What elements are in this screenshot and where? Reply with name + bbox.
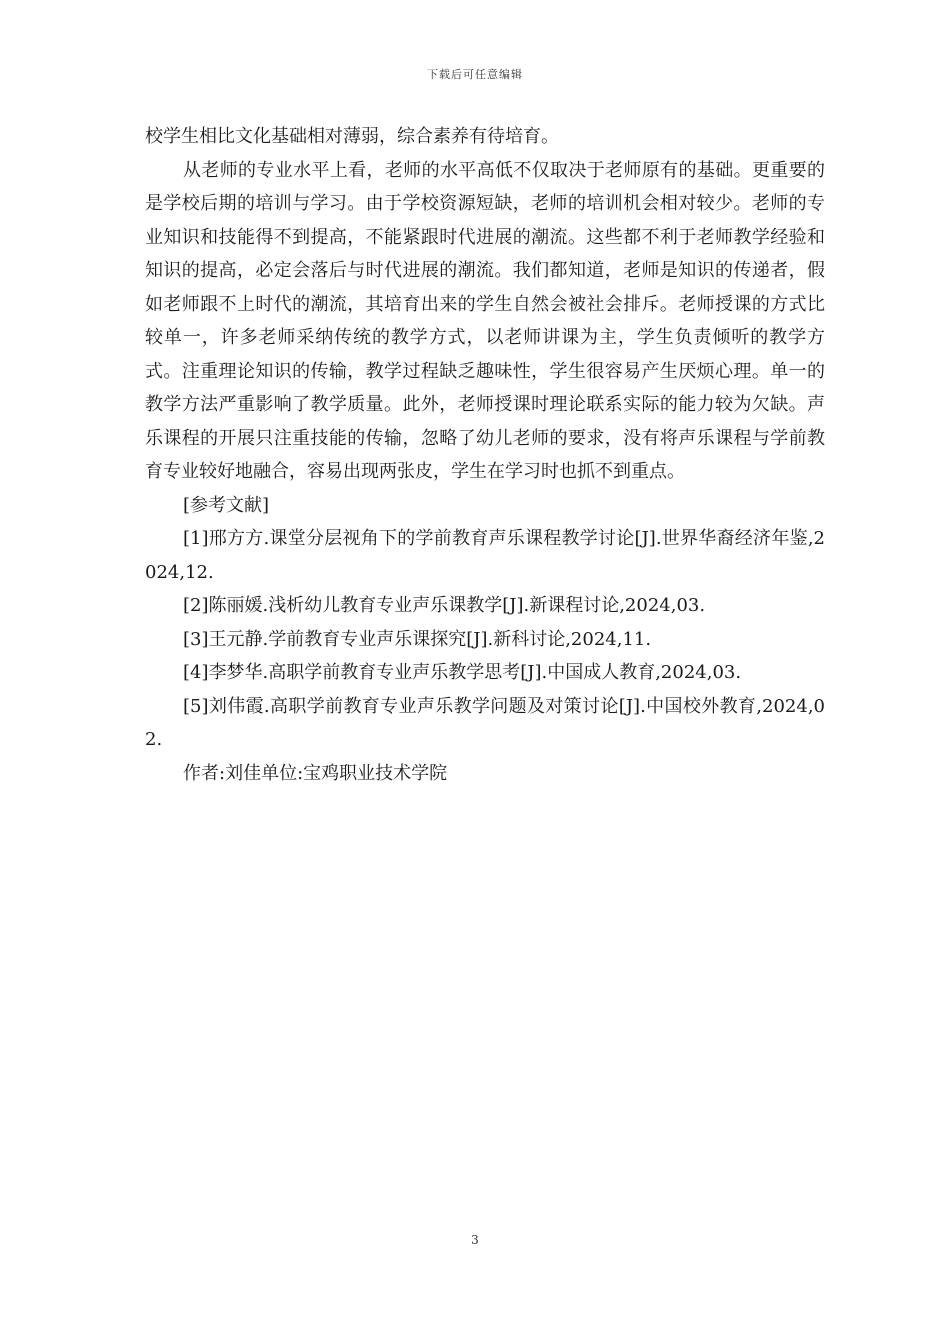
page-number: 3 [471,1233,479,1247]
reference-item-1: [1]邢方方.课堂分层视角下的学前教育声乐课程教学讨论[J].世界华裔经济年鉴,2024,12. [145,528,825,583]
author-line: 作者:刘佳单位:宝鸡职业技术学院 [183,762,448,784]
reference-item-2: [2]陈丽媛.浅析幼儿教育专业声乐课教学[J].新课程讨论,2024,03. [183,595,706,616]
reference-item-5: [5]刘伟霞.高职学前教育专业声乐教学问题及对策讨论[J].中国校外教育,2024,02. [145,695,825,750]
document-body [145,120,825,790]
paragraph-main: 从老师的专业水平上看，老师的水平高低不仅取决于老师原有的基础。更重要的是学校后期的培训与学习。由于学校资源短缺，老师的培训机会相对较少。老师的专业知识和技能得不到提高，不能紧跟时代进展的潮流。这些都不利于老师教学经验和知识的提高，必定会落后与时代进展的潮流。我们都知道，老师是知识的传递者，假如老师跟不上时代的潮流，其培育出来的学生自然会被社会排斥。老师授课的方式比较单一，许多老师采纳传统的教学方式，以老师讲课为主，学生负责倾听的教学方式。注重理论知识的传输，教学过程缺乏趣味性，学生很容易产生厌烦心理。单一的教学方法严重影响了教学质量。此外，老师授课时理论联系实际的能力较为欠缺。声乐课程的开展只注重技能的传输，忽略了幼儿老师的要求，没有将声乐课程与学前教育专业较好地融合，容易出现两张皮，学生在学习时也抓不到重点。 [145,159,825,482]
reference-item-4: [4]李梦华.高职学前教育专业声乐教学思考[J].中国成人教育,2024,03. [183,662,742,683]
paragraph-continuation: 校学生相比文化基础相对薄弱，综合素养有待培育。 [145,126,559,147]
reference-item-3: [3]王元静.学前教育专业声乐课探究[J].新科讨论,2024,11. [183,628,652,650]
page-header: 下载后可任意编辑 [427,68,523,81]
references-heading: [参考文献] [183,494,270,516]
